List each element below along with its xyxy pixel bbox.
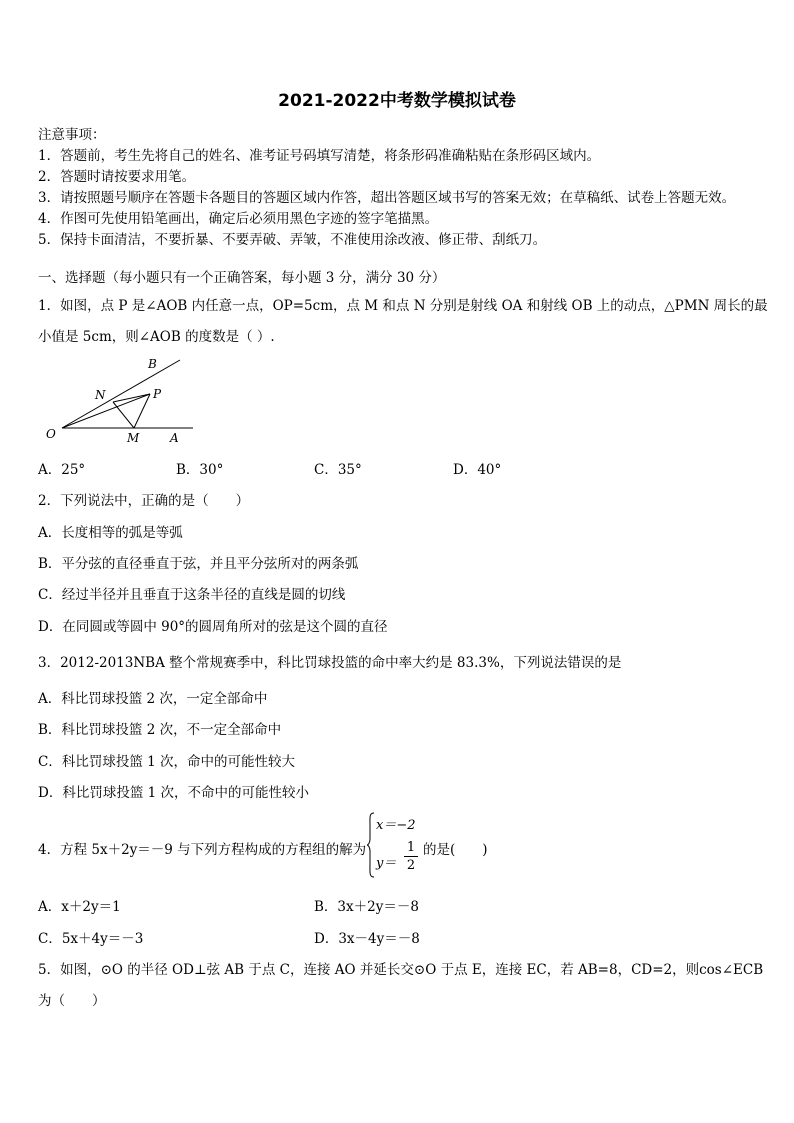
question-1-stem-cont: 小值是 5cm，则∠AOB 的度数是（ ）. [38, 329, 275, 345]
system-x: x＝−2 [376, 818, 416, 833]
q3-option-c: C．科比罚球投篮 1 次，命中的可能性较大 [38, 754, 296, 770]
label-o: O [46, 427, 56, 441]
question-4-stem-end: 的是( ) [423, 842, 488, 858]
fraction-denominator: 2 [406, 858, 416, 873]
q3-option-d: D．科比罚球投篮 1 次，不命中的可能性较小 [38, 785, 309, 801]
q1-option-a: A．25° [38, 462, 86, 478]
question-5-stem-cont: 为（ ） [38, 993, 106, 1009]
q2-option-a: A．长度相等的弧是等弧 [38, 525, 183, 541]
label-p: P [153, 387, 162, 401]
fraction-one-half [404, 840, 418, 875]
q3-option-a: A．科比罚球投篮 2 次，一定全部命中 [38, 691, 268, 707]
equation-system [366, 812, 426, 878]
notice-heading: 注意事项： [38, 127, 106, 143]
question-1-stem: 1．如图，点 P 是∠AOB 内任意一点，OP=5cm，点 M 和点 N 分别是射线 OA 和射线 OB 上的动点，△PMN 周长的最 [38, 298, 768, 314]
label-m: M [127, 431, 140, 445]
q4-option-c: C．5x＋4y＝－3 [38, 931, 144, 947]
q2-option-c: C．经过半径并且垂直于这条半径的直线是圆的切线 [38, 587, 346, 603]
label-b: B [148, 357, 157, 371]
q2-option-b: B．平分弦的直径垂直于弦，并且平分弦所对的两条弧 [38, 556, 359, 572]
section-heading: 一、选择题（每小题只有一个正确答案，每小题 3 分，满分 30 分） [38, 270, 446, 286]
angle-aob-figure [40, 352, 210, 452]
label-a: A [170, 431, 179, 445]
question-2-stem: 2．下列说法中，正确的是（ ） [38, 493, 250, 509]
notice-item: 2．答题时请按要求用笔。 [38, 169, 196, 185]
question-3-stem: 3．2012-2013NBA 整个常规赛季中，科比罚球投篮的命中率大约是 83.3%，下列说法错误的是 [38, 655, 622, 671]
label-n: N [95, 388, 106, 402]
notice-item: 5．保持卡面清洁，不要折暴、不要弄破、弄皱，不准使用涂改液、修正带、刮纸刀。 [38, 232, 547, 248]
q4-option-a: A．x＋2y＝1 [38, 899, 121, 915]
question-4-stem: 4．方程 5x＋2y＝－9 与下列方程构成的方程组的解为 [38, 842, 367, 858]
q2-option-d: D．在同圆或等圆中 90°的圆周角所对的弦是这个圆的直径 [38, 619, 388, 635]
exam-title: 2021-2022中考数学模拟试卷 [278, 91, 516, 111]
notice-item: 4．作图可先使用铅笔画出，确定后必须用黑色字迹的签字笔描黑。 [38, 211, 439, 227]
q4-option-d: D．3x－4y＝－8 [314, 931, 420, 947]
q1-option-c: C．35° [314, 462, 362, 478]
notice-item: 1．答题前，考生先将自己的姓名、准考证号码填写清楚，将条形码准确粘贴在条形码区域内。 [38, 148, 601, 164]
notice-item: 3．请按照题号顺序在答题卡各题目的答题区域内作答，超出答题区域书写的答案无效；在草稿纸、试卷上答题无效。 [38, 190, 736, 206]
q3-option-b: B．科比罚球投篮 2 次，不一定全部命中 [38, 722, 282, 738]
q1-option-d: D．40° [453, 462, 502, 478]
fraction-numerator: 1 [406, 840, 416, 855]
question-5-stem: 5．如图，⊙O 的半径 OD⊥弦 AB 于点 C，连接 AO 并延长交⊙O 于点 E，连接 EC，若 AB=8，CD=2，则cos∠ECB [38, 962, 764, 978]
brace-icon [366, 812, 376, 878]
system-y: y＝ [376, 856, 397, 871]
q1-option-b: B．30° [176, 462, 224, 478]
q4-option-b: B．3x＋2y＝－8 [314, 899, 419, 915]
